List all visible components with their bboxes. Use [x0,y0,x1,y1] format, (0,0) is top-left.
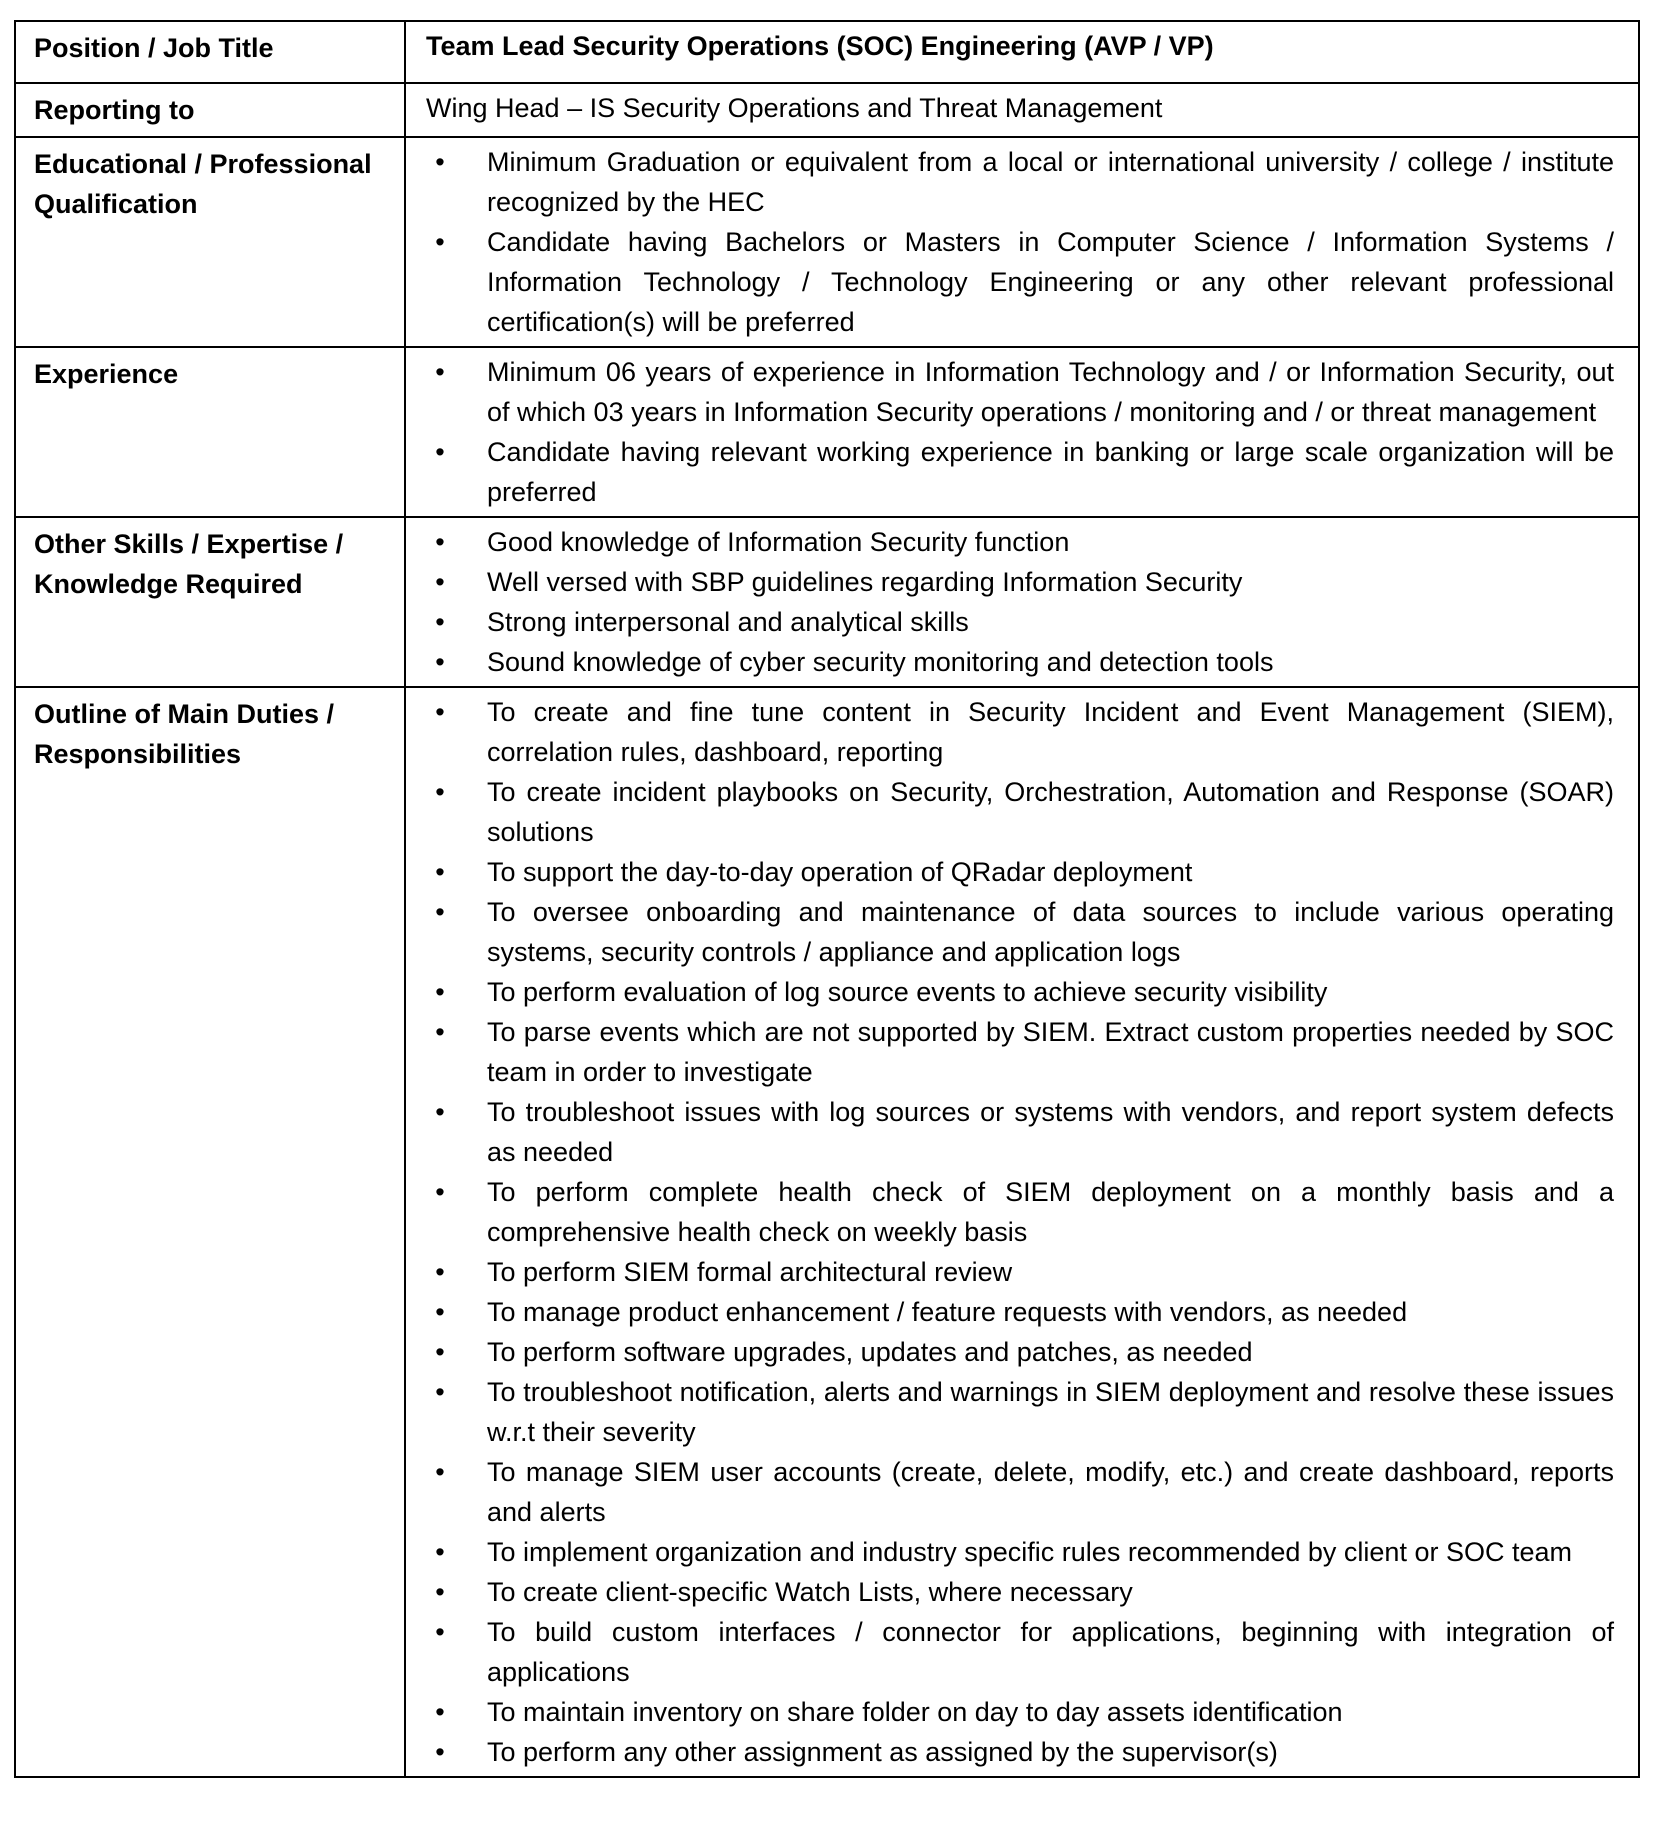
list-item [426,142,1614,222]
reporting-value: Wing Head – IS Security Operations and Threat Management [405,83,1639,137]
bullet-icon: • [435,1377,445,1407]
list-item-text: Minimum 06 years of experience in Information Technology and / or Information Security, out of which 03 years in Information Security operations / monitoring and / or threat management [487,357,1614,427]
list-item-text: Well versed with SBP guidelines regarding Information Security [487,567,1243,597]
skills-label-line2: Knowledge Required [34,569,303,599]
skills-label [15,517,405,687]
duties-list [426,692,1614,1772]
list-item-text: To manage SIEM user accounts (create, delete, modify, etc.) and create dashboard, reports and alerts [487,1457,1614,1527]
bullet-icon: • [435,607,445,637]
list-item [426,1692,1614,1732]
bullet-icon: • [435,1737,445,1767]
duties-label [15,687,405,1777]
bullet-icon: • [435,857,445,887]
list-item-text: Good knowledge of Information Security function [487,527,1070,557]
bullet-icon: • [435,1097,445,1127]
list-item-text: Minimum Graduation or equivalent from a local or international university / college / institute recognized by the HEC [487,147,1614,217]
position-label: Position / Job Title [15,21,405,83]
list-item-text: Sound knowledge of cyber security monitoring and detection tools [487,647,1274,677]
list-item-text: To oversee onboarding and maintenance of data sources to include various operating systems, security controls / appliance and application logs [487,897,1614,967]
list-item-text: To perform complete health check of SIEM deployment on a monthly basis and a comprehensive health check on weekly basis [487,1177,1614,1247]
list-item-text: To manage product enhancement / feature requests with vendors, as needed [487,1297,1408,1327]
skills-label-line1: Other Skills / Expertise / [34,529,344,559]
list-item-text: To parse events which are not supported by SIEM. Extract custom properties needed by SOC team in order to investigate [487,1017,1614,1087]
bullet-icon: • [435,1257,445,1287]
bullet-icon: • [435,437,445,467]
experience-value [405,347,1639,517]
list-item [426,1292,1614,1332]
bullet-icon: • [435,1297,445,1327]
list-item [426,1612,1614,1692]
list-item [426,1332,1614,1372]
bullet-icon: • [435,527,445,557]
list-item-text: To create and fine tune content in Security Incident and Event Management (SIEM), correlation rules, dashboard, reporting [487,697,1614,767]
experience-list [426,352,1614,512]
list-item [426,1452,1614,1532]
row-position [15,21,1639,83]
reporting-label: Reporting to [15,83,405,137]
skills-value [405,517,1639,687]
qualification-label [15,137,405,347]
list-item [426,222,1614,342]
bullet-icon: • [435,567,445,597]
bullet-icon: • [435,1697,445,1727]
qualification-value [405,137,1639,347]
list-item-text: To implement organization and industry specific rules recommended by client or SOC team [487,1537,1572,1567]
bullet-icon: • [435,697,445,727]
list-item [426,1012,1614,1092]
experience-label: Experience [15,347,405,517]
list-item-text: To perform software upgrades, updates and patches, as needed [487,1337,1253,1367]
list-item-text: Strong interpersonal and analytical skills [487,607,969,637]
row-duties [15,687,1639,1777]
list-item [426,1572,1614,1612]
list-item [426,972,1614,1012]
list-item-text: To perform any other assignment as assigned by the supervisor(s) [487,1737,1278,1767]
bullet-icon: • [435,147,445,177]
list-item [426,772,1614,852]
position-value: Team Lead Security Operations (SOC) Engineering (AVP / VP) [405,21,1639,83]
list-item-text: To perform evaluation of log source events to achieve security visibility [487,977,1328,1007]
list-item [426,1172,1614,1252]
list-item-text: To perform SIEM formal architectural review [487,1257,1013,1287]
list-item-text: Candidate having Bachelors or Masters in Computer Science / Information Systems / Information Technology / Technology Engineering or any other relevant professional certification(s) will be preferred [487,227,1614,337]
duties-value [405,687,1639,1777]
list-item [426,602,1614,642]
bullet-icon: • [435,1457,445,1487]
list-item-text: To maintain inventory on share folder on day to day assets identification [487,1697,1343,1727]
duties-label-line1: Outline of Main Duties / [34,699,335,729]
list-item-text: To build custom interfaces / connector for applications, beginning with integration of applications [487,1617,1614,1687]
qualification-label-line2: Qualification [34,189,198,219]
bullet-icon: • [435,1577,445,1607]
bullet-icon: • [435,1617,445,1647]
qualification-list [426,142,1614,342]
skills-list [426,522,1614,682]
bullet-icon: • [435,1537,445,1567]
list-item-text: To create incident playbooks on Security, Orchestration, Automation and Response (SOAR) solutions [487,777,1614,847]
bullet-icon: • [435,977,445,1007]
row-experience [15,347,1639,517]
job-description-table [14,20,1640,1778]
bullet-icon: • [435,1177,445,1207]
list-item-text: To troubleshoot notification, alerts and warnings in SIEM deployment and resolve these issues w.r.t their severity [487,1377,1614,1447]
list-item [426,1372,1614,1452]
list-item [426,1092,1614,1172]
bullet-icon: • [435,897,445,927]
bullet-icon: • [435,1337,445,1367]
list-item [426,1732,1614,1772]
list-item [426,642,1614,682]
row-qualification [15,137,1639,347]
list-item [426,562,1614,602]
list-item [426,432,1614,512]
list-item-text: Candidate having relevant working experience in banking or large scale organization will be preferred [487,437,1614,507]
list-item [426,892,1614,972]
duties-label-line2: Responsibilities [34,739,242,769]
row-skills [15,517,1639,687]
qualification-label-line1: Educational / Professional [34,149,372,179]
list-item [426,1252,1614,1292]
bullet-icon: • [435,1017,445,1047]
list-item-text: To support the day-to-day operation of QRadar deployment [487,857,1193,887]
list-item [426,852,1614,892]
list-item [426,352,1614,432]
bullet-icon: • [435,777,445,807]
list-item [426,1532,1614,1572]
list-item-text: To troubleshoot issues with log sources or systems with vendors, and report system defects as needed [487,1097,1614,1167]
bullet-icon: • [435,227,445,257]
row-reporting [15,83,1639,137]
bullet-icon: • [435,357,445,387]
bullet-icon: • [435,647,445,677]
list-item [426,522,1614,562]
list-item [426,692,1614,772]
list-item-text: To create client-specific Watch Lists, where necessary [487,1577,1133,1607]
